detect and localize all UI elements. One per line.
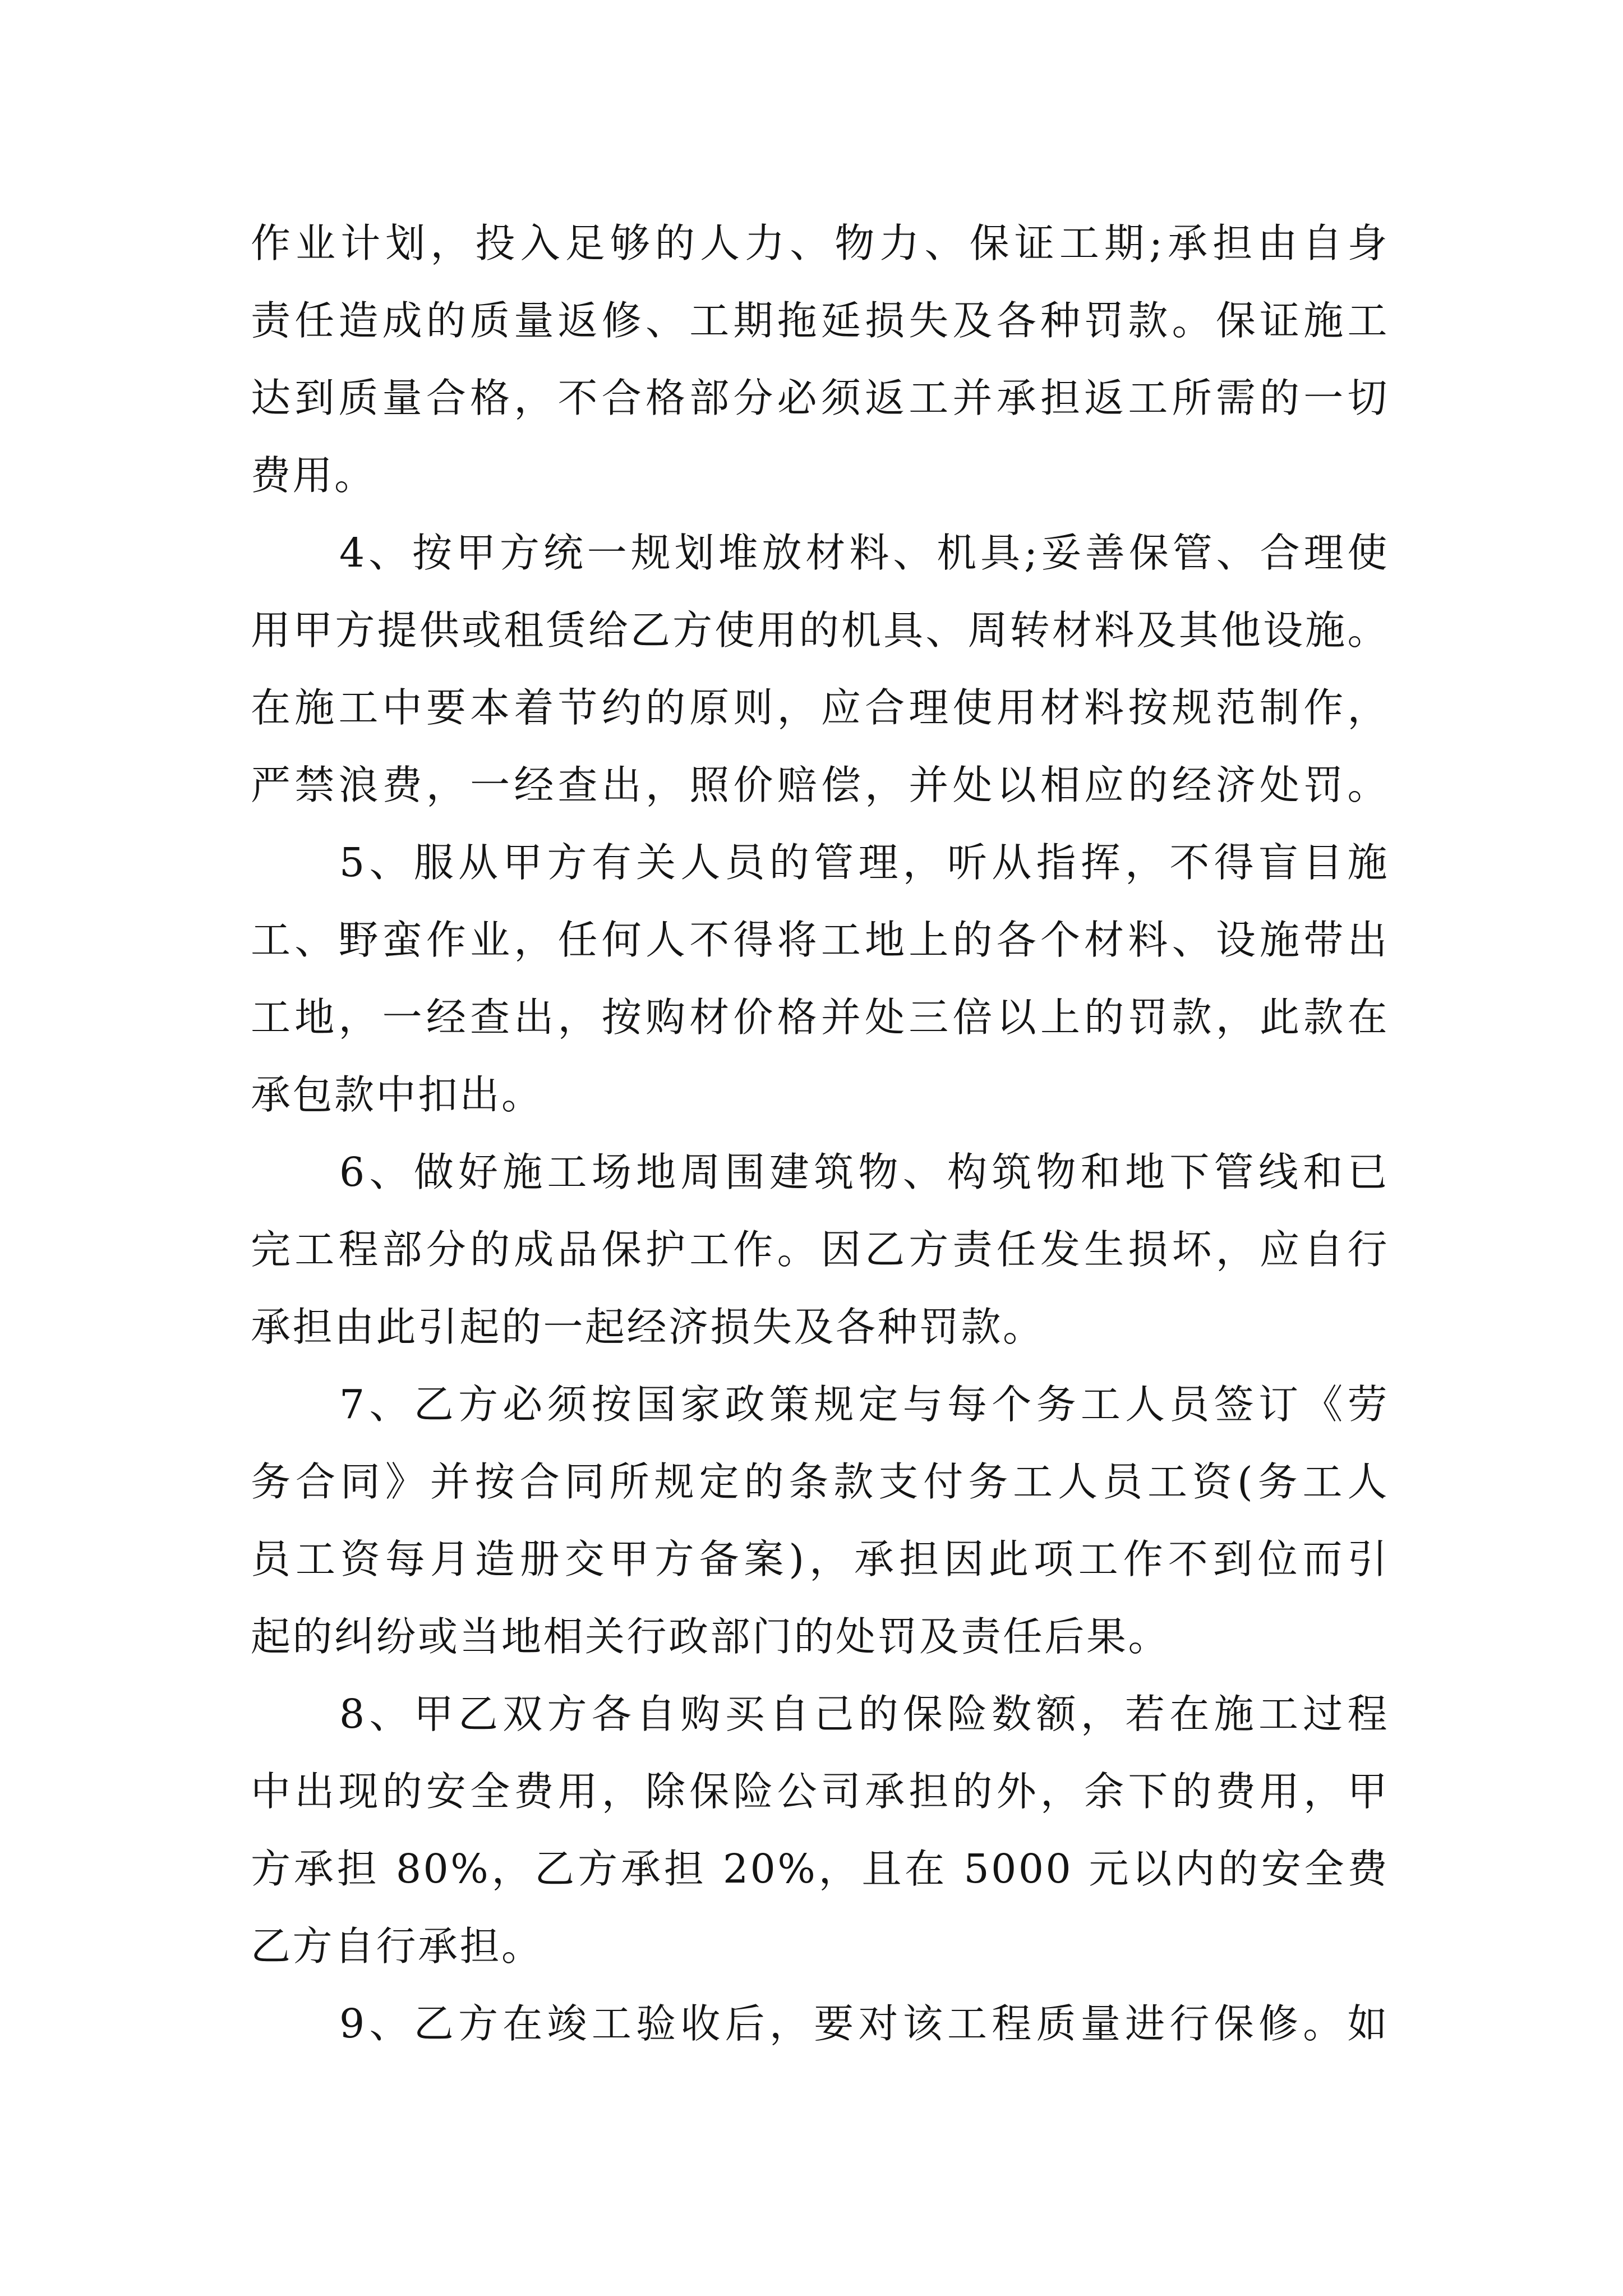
paragraph-line: 达到质量合格，不合格部分必须返工并承担返工所需的一切 [251,375,1389,421]
paragraph-line: 8、甲乙双方各自购买自己的保险数额，若在施工过程 [339,1691,1389,1737]
paragraph-line: 员工资每月造册交甲方备案)，承担因此项工作不到位而引 [251,1536,1389,1582]
clause-8 [251,1676,1389,1985]
paragraph-line: 方承担 80%，乙方承担 20%，且在 5000 元以内的安全费 [251,1846,1389,1892]
document-page [251,205,1389,2063]
paragraph-line: 费用。 [251,452,376,499]
clause-5 [251,824,1389,1134]
paragraph-line: 严禁浪费，一经查出，照价赔偿，并处以相应的经济处罚。 [251,762,1389,808]
clause-7 [251,1366,1389,1676]
paragraph-line: 务合同》并按合同所规定的条款支付务工人员工资(务工人 [251,1458,1389,1505]
paragraph-line: 责任造成的质量返修、工期拖延损失及各种罚款。保证施工 [251,297,1389,344]
paragraph-line: 工地，一经查出，按购材价格并处三倍以上的罚款，此款在 [251,994,1389,1041]
paragraph-line: 起的纠纷或当地相关行政部门的处罚及责任后果。 [251,1613,1170,1660]
paragraph-line: 在施工中要本着节约的原则，应合理使用材料按规范制作， [251,684,1389,731]
paragraph-line: 承担由此引起的一起经济损失及各种罚款。 [251,1304,1045,1350]
paragraph-line: 7、乙方必须按国家政策规定与每个务工人员签订《劳 [339,1381,1389,1428]
paragraph-line: 9、乙方在竣工验收后，要对该工程质量进行保修。如 [339,2000,1389,2047]
paragraph-line: 乙方自行承担。 [251,1923,543,1970]
paragraph-line: 4、按甲方统一规划堆放材料、机具;妥善保管、合理使 [339,530,1389,576]
clause-4 [251,514,1389,824]
paragraph-line: 中出现的安全费用，除保险公司承担的外，余下的费用，甲 [251,1768,1389,1815]
paragraph-line: 作业计划，投入足够的人力、物力、保证工期;承担由自身 [251,220,1389,266]
paragraph-line: 完工程部分的成品保护工作。因乙方责任发生损坏，应自行 [251,1226,1389,1273]
paragraph-continuation [251,205,1389,514]
clause-9 [251,1985,1389,2063]
paragraph-line: 用甲方提供或租赁给乙方使用的机具、周转材料及其他设施。 [251,607,1389,654]
clause-6 [251,1134,1389,1366]
paragraph-line: 承包款中扣出。 [251,1071,543,1118]
paragraph-line: 6、做好施工场地周围建筑物、构筑物和地下管线和已 [339,1149,1389,1195]
paragraph-line: 工、野蛮作业，任何人不得将工地上的各个材料、设施带出 [251,917,1389,963]
paragraph-line: 5、服从甲方有关人员的管理，听从指挥，不得盲目施 [339,839,1389,886]
